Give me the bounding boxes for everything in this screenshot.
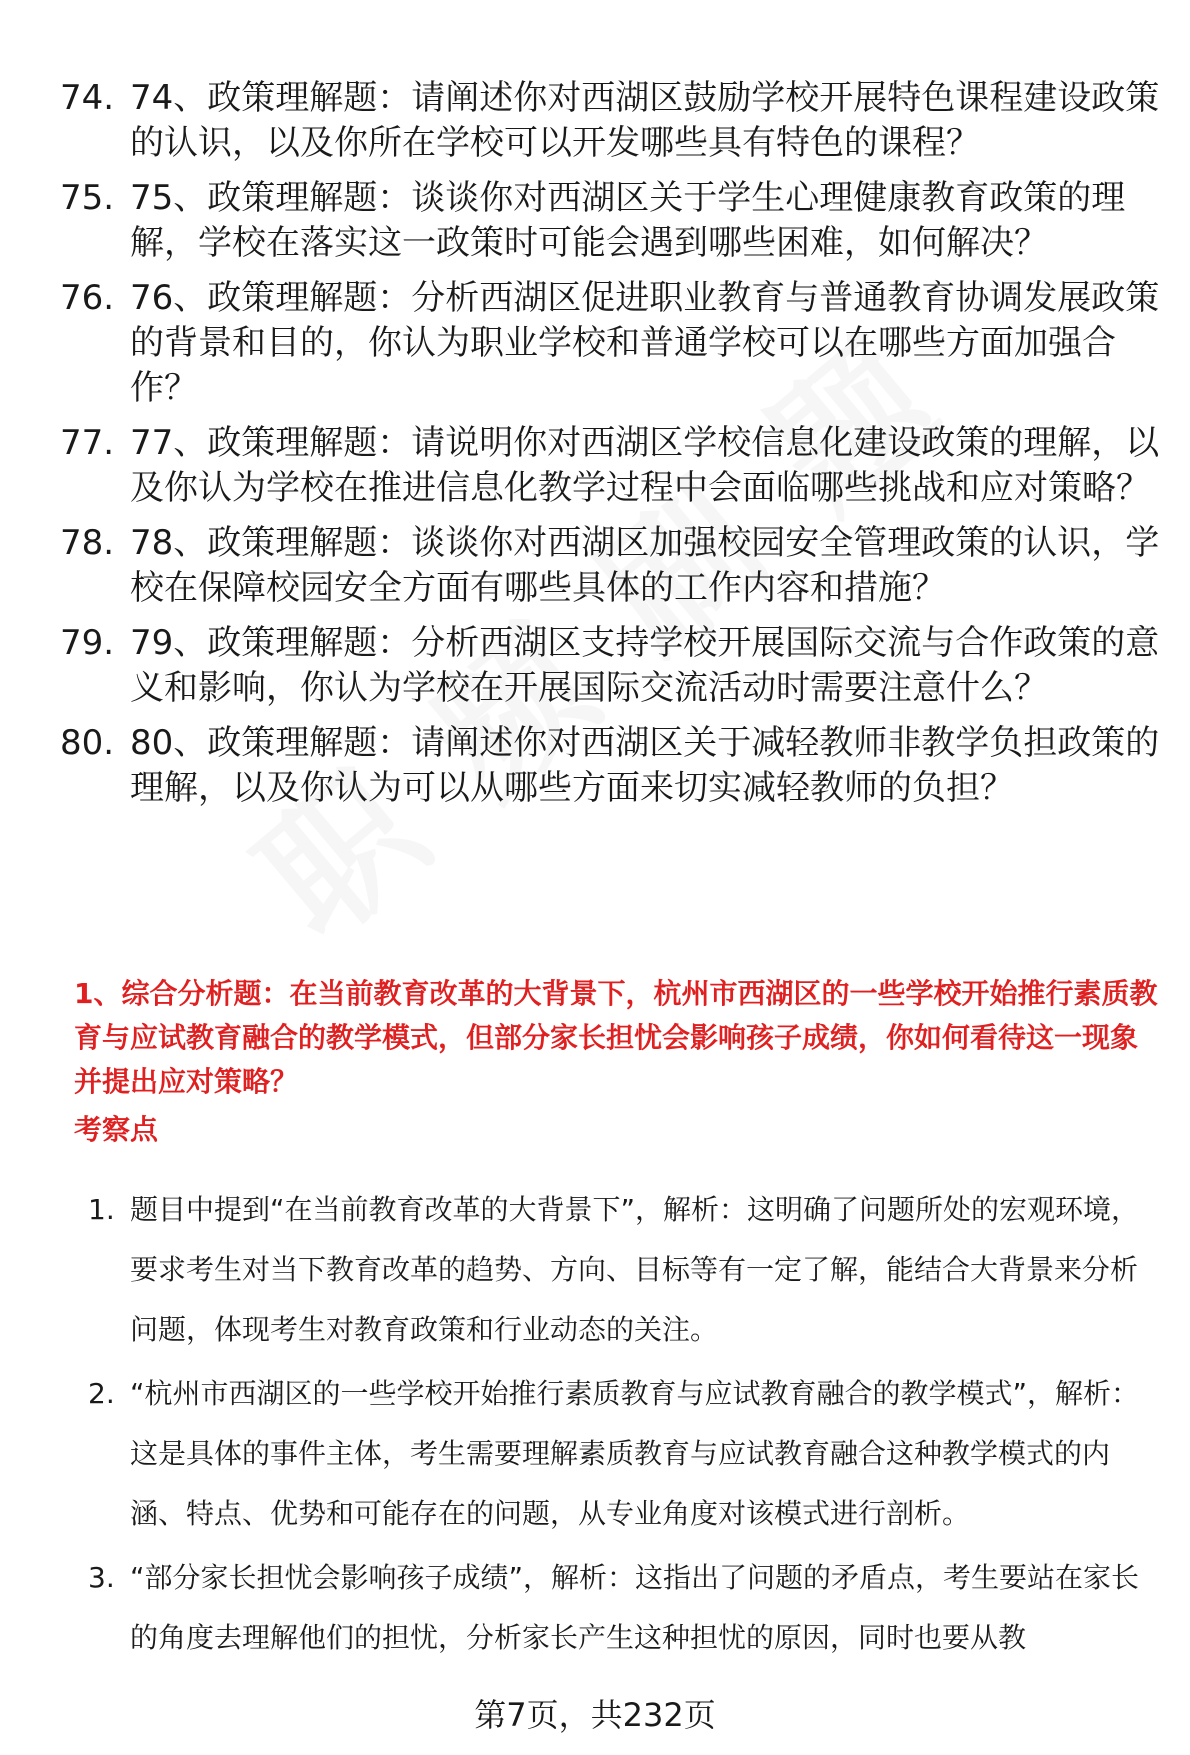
question-number: 77.: [60, 423, 115, 463]
point-item: [88, 1364, 1158, 1544]
question-number: 79.: [60, 623, 115, 663]
question-number: 74.: [60, 78, 115, 118]
question-number: 78.: [60, 523, 115, 563]
question-item: [60, 521, 1160, 611]
page-footer: 第7页，共232页: [474, 1696, 716, 1734]
question-item: [60, 421, 1160, 511]
question-text: 77、政策理解题：请说明你对西湖区学校信息化建设政策的理解，以及你认为学校在推进信息化教学过程中会面临哪些挑战和应对策略？: [130, 423, 1160, 508]
question-text: 74、政策理解题：请阐述你对西湖区鼓励学校开展特色课程建设政策的认识，以及你所在学校可以开发哪些具有特色的课程？: [130, 78, 1160, 163]
question-number: 75.: [60, 178, 115, 218]
question-item: [60, 621, 1160, 711]
section-subtitle: 考察点: [74, 1113, 159, 1146]
question-item: [60, 721, 1160, 811]
question-text: 79、政策理解题：分析西湖区支持学校开展国际交流与合作政策的意义和影响，你认为学校在开展国际交流活动时需要注意什么？: [130, 623, 1160, 708]
question-text: 78、政策理解题：谈谈你对西湖区加强校园安全管理政策的认识，学校在保障校园安全方面有哪些具体的工作内容和措施？: [130, 523, 1160, 608]
question-number: 80.: [60, 723, 115, 763]
point-text: “部分家长担忧会影响孩子成绩”，解析：这指出了问题的矛盾点，考生要站在家长的角度去理解他们的担忧，分析家长产生这种担忧的原因，同时也要从教: [130, 1561, 1140, 1654]
point-number: 2.: [88, 1377, 115, 1410]
question-number: 76.: [60, 278, 115, 318]
point-item: [88, 1180, 1158, 1360]
analysis-points: [88, 1180, 1158, 1672]
point-text: 题目中提到“在当前教育改革的大背景下”，解析：这明确了问题所处的宏观环境，要求考生对当下教育改革的趋势、方向、目标等有一定了解，能结合大背景来分析问题，体现考生对教育政策和行业动态的关注。: [130, 1193, 1140, 1346]
point-item: [88, 1548, 1158, 1668]
point-number: 3.: [88, 1561, 115, 1594]
question-text: 75、政策理解题：谈谈你对西湖区关于学生心理健康教育政策的理解，学校在落实这一政策时可能会遇到哪些困难，如何解决？: [130, 178, 1126, 263]
question-list: [60, 76, 1160, 821]
question-item: [60, 76, 1160, 166]
point-text: “杭州市西湖区的一些学校开始推行素质教育与应试教育融合的教学模式”，解析：这是具体的事件主体，考生需要理解素质教育与应试教育融合这种教学模式的内涵、特点、优势和可能存在的问题，从专业角度对该模式进行剖析。: [130, 1377, 1140, 1530]
question-item: [60, 176, 1160, 266]
point-number: 1.: [88, 1193, 115, 1226]
question-text: 80、政策理解题：请阐述你对西湖区关于减轻教师非教学负担政策的理解，以及你认为可以从哪些方面来切实减轻教师的负担？: [130, 723, 1160, 808]
question-text: 76、政策理解题：分析西湖区促进职业教育与普通教育协调发展政策的背景和目的，你认为职业学校和普通学校可以在哪些方面加强合作？: [130, 278, 1160, 408]
section-title: 1、综合分析题：在当前教育改革的大背景下，杭州市西湖区的一些学校开始推行素质教育与应试教育融合的教学模式，但部分家长担忧会影响孩子成绩，你如何看待这一现象并提出应对策略？: [74, 977, 1158, 1098]
question-item: [60, 276, 1160, 411]
